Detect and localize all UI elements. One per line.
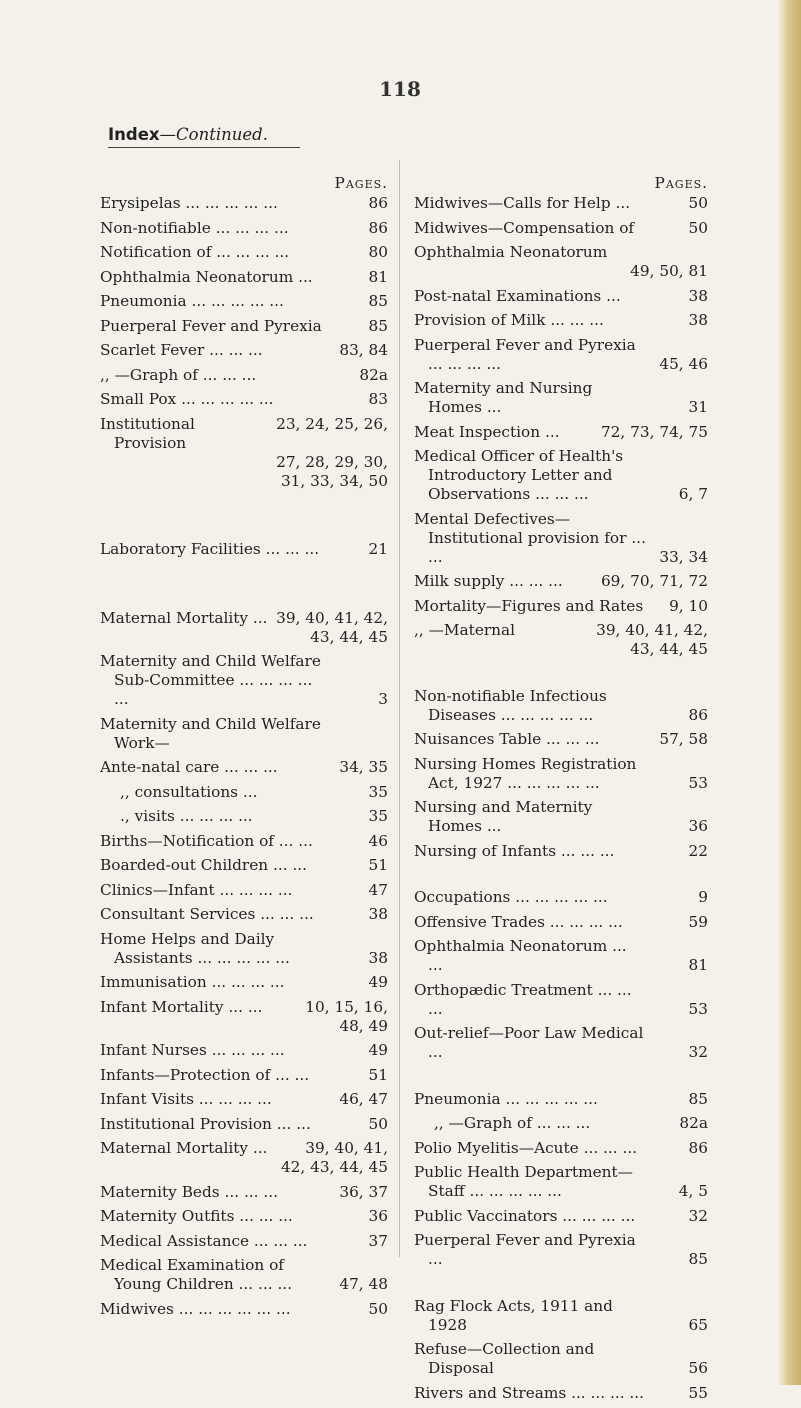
entry-pages: 82a [359,365,388,384]
entry-pages: 4, 5 [678,1182,708,1200]
entry-pages: 49, 50, 81 [630,262,708,280]
index-entry [414,1090,708,1109]
entry-pages: 83 [368,390,388,408]
index-entry [414,1231,708,1269]
entry-pages: 53 [688,773,708,792]
index-entry [100,1183,388,1202]
entry-pages: 82a [679,1114,708,1132]
entry-pages: 85 [688,1089,708,1108]
entry-pages: 51 [368,1065,388,1084]
index-entry [414,336,708,374]
entry-pages: 22 [688,841,708,860]
entry-term: Occupations ... ... ... ... ... [414,888,608,906]
entry-term: Orthopædic Treatment ... ... ... [414,980,632,1018]
entry-term: Maternal Mortality ... [100,1139,268,1157]
entry-pages: 36 [368,1207,388,1225]
index-entry [100,390,388,409]
entry-term: Offensive Trades ... ... ... ... [414,912,623,931]
left-column [100,172,388,1324]
entry-term: Notification of ... ... ... ... [100,243,290,261]
entry-term: Refuse—Collection and Disposal [414,1340,595,1377]
left-entries [100,194,388,1319]
entry-term: Meat Inspection ... [414,422,560,441]
section-gap [100,496,388,540]
entry-term: Laboratory Facilities ... ... ... [100,540,320,558]
entry-pages: 45, 46 [659,354,708,373]
right-column [414,172,708,1408]
index-entry [100,292,388,311]
index-entry [100,807,388,826]
index-entry [100,1207,388,1226]
index-entry [100,832,388,851]
entry-term: Maternal Mortality ... [100,608,268,627]
entry-pages: 85 [368,292,388,310]
entry-pages: 50 [688,218,708,237]
entry-pages: 56 [688,1359,708,1377]
entry-term: ,, —Graph of ... ... ... [434,1114,591,1132]
index-entry [414,730,708,749]
index-entry [414,1384,708,1403]
index-entry [414,1024,708,1062]
entry-pages: 34, 35 [339,758,388,776]
index-entry [414,447,708,504]
index-entry [414,937,708,975]
entry-term: Nuisances Table ... ... ... [414,730,600,748]
index-entry [100,998,388,1036]
index-entry [100,1115,388,1134]
entry-pages: 50 [368,1299,388,1318]
index-entry [100,1066,388,1085]
entry-pages: 85 [688,1250,708,1268]
entry-pages: 85 [368,316,388,335]
column-divider [399,160,400,1257]
entry-term: Polio Myelitis—Acute ... ... ... [414,1138,638,1157]
entry-pages: 80 [368,243,388,261]
entry-pages: 83, 84 [339,341,388,359]
index-entry [414,1340,708,1378]
entry-pages: 46 [368,831,388,850]
entry-pages: 36 [688,817,708,835]
entry-term: Births—Notification of ... ... [100,831,313,850]
entry-pages: 10, 15, 16, [305,997,388,1016]
index-entry [100,366,388,385]
entry-term: Provision of Milk ... ... ... [414,311,604,329]
entry-term: Out-relief—Poor Law Medical ... [414,1024,644,1061]
entry-pages: 81 [368,267,388,286]
entry-pages: 86 [688,705,708,724]
entry-term: Rag Flock Acts, 1911 and 1928 [414,1296,613,1334]
index-entry [100,341,388,360]
entry-term: Maternity and Nursing Homes ... [414,379,593,416]
entry-pages: 53 [688,999,708,1018]
entry-pages: 50 [368,1114,388,1133]
entry-term: Medical Officer of Health's Introductory Letter and Observations ... ... ... [414,447,624,503]
index-entry [414,1114,708,1133]
entry-term: Puerperal Fever and Pyrexia ... ... ... ... [414,335,636,373]
index-entry [414,798,708,836]
entry-term: Mental Defectives—Institutional provision for ... ... [414,509,646,566]
section-gap [414,1068,708,1090]
entry-pages-continued: 27, 28, 29, 30, [276,452,388,471]
entry-term: Public Health Department—Staff ... ... ... ... ... [414,1163,633,1200]
entry-pages: 81 [688,956,708,974]
entry-term: Infant Visits ... ... ... ... [100,1090,272,1108]
index-entry [100,905,388,924]
index-entry [414,621,708,659]
index-entry [414,219,708,238]
entry-pages: 36, 37 [339,1182,388,1201]
header-continued: —Continued. [159,125,268,144]
entry-term: Maternity and Child Welfare Sub-Committee ... ... ... ... ... [100,652,321,708]
entry-term: ,, —Maternal [414,621,516,639]
index-entry [100,1232,388,1251]
page-number: 118 [379,77,421,101]
index-entry [100,1041,388,1060]
entry-term: Puerperal Fever and Pyrexia [100,316,322,335]
right-column-heading: Pages. [654,174,708,192]
entry-term: Home Helps and Daily Assistants ... ... ... ... ... [100,929,290,967]
entry-pages: 9, 10 [669,596,708,615]
entry-term: Puerperal Fever and Pyrexia ... [414,1231,636,1268]
entry-term: Nursing and Maternity Homes ... [414,798,593,835]
entry-term: Ante-natal care ... ... ... [100,758,278,776]
entry-term: Midwives—Calls for Help ... [414,194,631,212]
entry-term: Pneumonia ... ... ... ... ... [100,292,284,310]
entry-pages: 35 [368,807,388,825]
entry-term: Midwives—Compensation of [414,218,635,237]
index-entry [414,1139,708,1158]
index-entry [414,1297,708,1335]
index-entry [100,973,388,992]
index-entry [414,194,708,213]
entry-term: Institutional Provision [100,414,195,452]
entry-term: Boarded-out Children ... ... [100,856,308,874]
entry-term: Clinics—Infant ... ... ... ... [100,880,293,899]
section-gap [414,866,708,888]
entry-pages: 38 [368,905,388,923]
index-entry [100,652,388,709]
entry-term: Rivers and Streams ... ... ... ... [414,1383,645,1402]
index-entry [100,243,388,262]
index-entry [414,888,708,907]
entry-pages: 51 [368,856,388,874]
header-title: Index [108,125,160,144]
entry-pages: 39, 40, 41, 42, [276,608,388,627]
entry-term: Erysipelas ... ... ... ... ... [100,194,278,212]
index-entry [414,755,708,793]
entry-pages: 59 [688,912,708,931]
index-entry [100,317,388,336]
entry-term: Ophthalmia Neonatorum [414,243,608,261]
entry-pages: 23, 24, 25, 26, [276,414,388,433]
entry-term: Midwives ... ... ... ... ... ... [100,1299,291,1318]
entry-pages: 49 [368,973,388,991]
entry-term: ,, consultations ... [120,782,258,801]
entry-pages: 39, 40, 41, 42, [596,621,708,639]
entry-term: Maternity and Child Welfare Work— [100,714,321,752]
entry-term: Consultant Services ... ... ... [100,905,314,923]
entry-pages: 69, 70, 71, 72 [600,572,708,590]
entry-term: Maternity Beds ... ... ... [100,1182,278,1201]
entry-pages: 39, 40, 41, [305,1139,388,1157]
entry-pages: 86 [368,194,388,212]
entry-term: Post-natal Examinations ... [414,286,621,305]
page-edge [779,0,801,1385]
entry-pages: 47 [368,880,388,899]
section-gap [100,565,388,609]
index-entry [414,597,708,616]
entry-pages: 55 [688,1383,708,1402]
index-entry [414,842,708,861]
entry-pages: 38 [688,311,708,329]
entry-term: Pneumonia ... ... ... ... ... [414,1089,598,1108]
entry-pages-continued: 43, 44, 45 [310,627,388,646]
index-entry [414,287,708,306]
index-entry [100,930,388,968]
index-entry [100,1139,388,1177]
entry-pages: 31 [688,398,708,416]
entry-pages: 86 [688,1138,708,1157]
index-entry [414,1163,708,1201]
index-entry [100,540,388,559]
index-entry [100,194,388,213]
entry-pages-continued: 31, 33, 34, 50 [280,471,388,490]
index-entry [100,609,388,647]
entry-term: Ophthalmia Neonatorum ... [100,267,313,286]
entry-term: Infants—Protection of ... ... [100,1065,310,1084]
entry-pages: 46, 47 [339,1090,388,1108]
index-entry [100,1300,388,1319]
entry-pages: 38 [688,286,708,305]
index-entry [100,758,388,777]
entry-pages: 50 [688,194,708,212]
entry-pages: 35 [368,782,388,801]
entry-pages-continued: 43, 44, 45 [630,640,708,658]
index-header [108,125,300,148]
index-entry [100,219,388,238]
index-entry [100,415,388,491]
entry-term: Scarlet Fever ... ... ... [100,341,263,359]
entry-pages: 49 [368,1041,388,1059]
entry-term: Mortality—Figures and Rates [414,596,644,615]
entry-term: Small Pox ... ... ... ... ... [100,390,274,408]
entry-pages: 65 [688,1315,708,1334]
entry-pages: 32 [688,1043,708,1061]
entry-pages: 57, 58 [659,730,708,748]
entry-pages: 3 [378,690,388,708]
index-entry [100,1090,388,1109]
entry-term: ,, —Graph of ... ... ... [100,365,257,384]
entry-term: Non-notifiable Infectious Diseases ... ... ... ... ... [414,686,607,724]
index-entry [100,881,388,900]
entry-term: Infant Nurses ... ... ... ... [100,1041,285,1059]
index-entry [414,311,708,330]
entry-term: Infant Mortality ... ... [100,997,263,1016]
index-entry [414,687,708,725]
index-entry [414,1207,708,1226]
entry-term: Immunisation ... ... ... ... [100,973,285,991]
section-gap [414,665,708,687]
entry-term: Public Vaccinators ... ... ... ... [414,1206,636,1225]
entry-pages: 37 [368,1231,388,1250]
entry-term: Institutional Provision ... ... [100,1114,311,1133]
entry-pages: 9 [698,888,708,906]
index-entry [100,1256,388,1294]
entry-term: Nursing Homes Registration Act, 1927 ... ... ... ... ... [414,754,637,792]
entry-pages: 21 [368,540,388,558]
entry-pages: 72, 73, 74, 75 [600,422,708,441]
entry-term: Medical Assistance ... ... ... [100,1231,308,1250]
entry-term: Medical Examination of Young Children ... ... ... [100,1256,293,1293]
entry-pages: 33, 34 [659,547,708,566]
entry-term: Maternity Outfits ... ... ... [100,1207,293,1225]
entry-pages-continued: 48, 49 [339,1016,388,1035]
entry-pages: 47, 48 [339,1275,388,1293]
left-column-heading: Pages. [334,174,388,192]
index-entry [414,572,708,591]
entry-term: Milk supply ... ... ... [414,572,563,590]
index-entry [414,379,708,417]
header-underline [108,147,300,148]
entry-term: Ophthalmia Neonatorum ... ... [414,937,627,974]
index-entry [414,510,708,567]
index-entry [100,783,388,802]
index-entry [100,856,388,875]
right-entries [414,194,708,1403]
index-entry [100,715,388,753]
section-gap [414,1275,708,1297]
index-entry [100,268,388,287]
entry-term: Non-notifiable ... ... ... ... [100,218,289,237]
entry-pages: 38 [368,948,388,967]
entry-term: ., visits ... ... ... ... [120,807,253,825]
entry-pages: 32 [688,1206,708,1225]
index-entry [414,243,708,281]
entry-pages: 6, 7 [678,485,708,503]
entry-pages-continued: 42, 43, 44, 45 [280,1158,388,1176]
index-entry [414,423,708,442]
entry-pages: 86 [368,218,388,237]
index-entry [414,913,708,932]
index-entry [414,981,708,1019]
entry-term: Nursing of Infants ... ... ... [414,841,615,860]
